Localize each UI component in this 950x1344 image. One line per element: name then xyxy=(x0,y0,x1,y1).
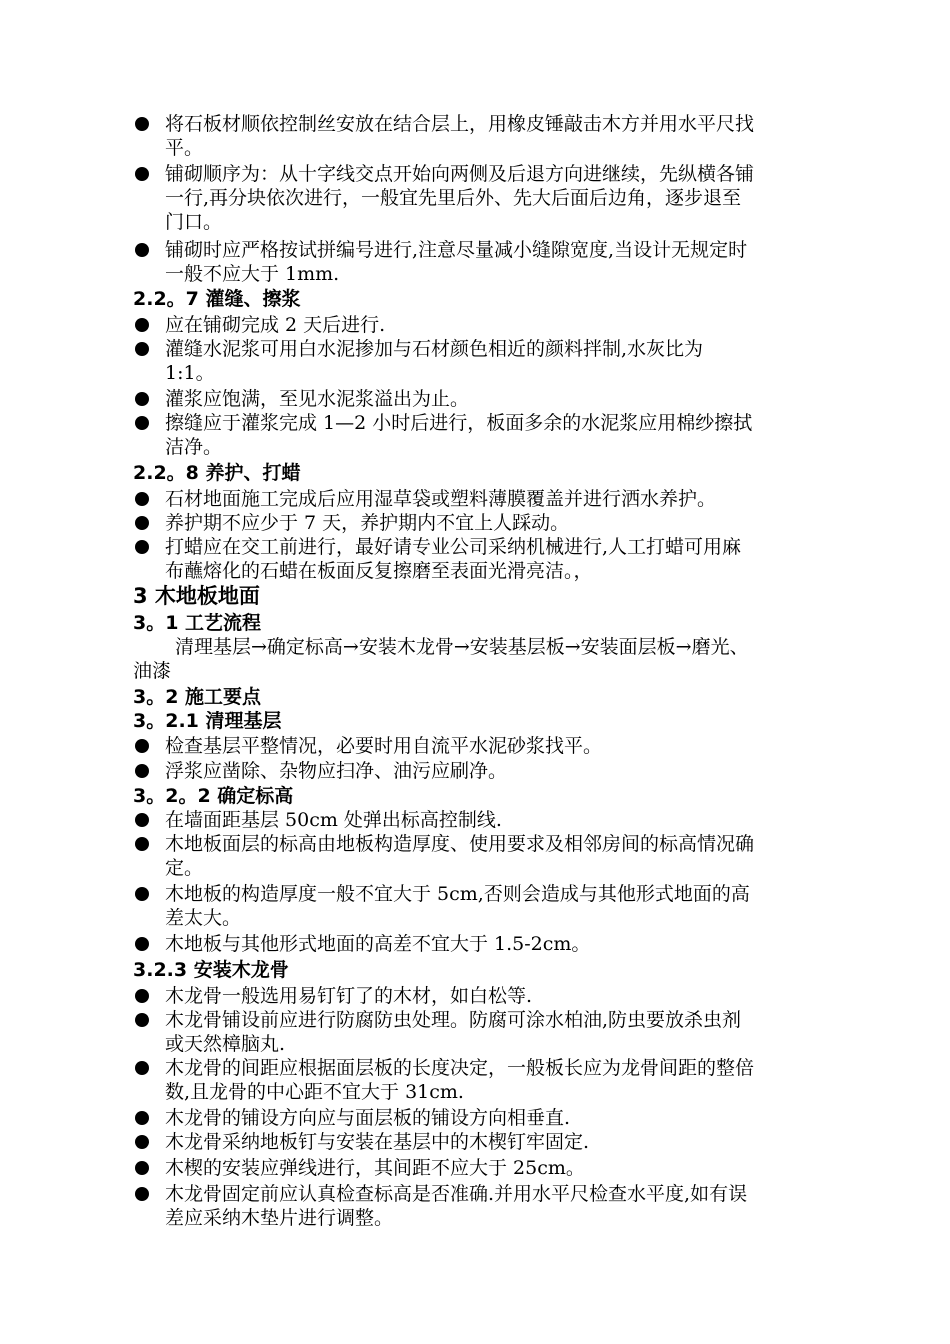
list-item xyxy=(165,1130,865,1154)
list-item-line: 检查基层平整情况，必要时用自流平水泥砂浆找平。 xyxy=(165,735,603,757)
bullet-icon xyxy=(135,1111,149,1125)
list-item-line: 铺砌顺序为：从十字线交点开始向两侧及后退方向进继续，先纵横各铺 xyxy=(165,163,755,185)
list-item-line: 差太大。 xyxy=(165,907,242,929)
list-item-line: 洁净。 xyxy=(165,436,223,458)
bullet-icon xyxy=(135,937,149,951)
list-item xyxy=(165,832,865,880)
list-item-line: 灌缝水泥浆可用白水泥掺加与石材颜色相近的颜料拌制,水灰比为 xyxy=(165,338,704,360)
list-item xyxy=(165,759,865,783)
bullet-icon xyxy=(135,342,149,356)
list-item-line: 木龙骨固定前应认真检查标高是否准确.并用水平尺检查水平度,如有误 xyxy=(165,1183,748,1205)
list-item xyxy=(165,1156,865,1180)
bullet-icon xyxy=(135,117,149,131)
list-item-line: 木龙骨采纳地板钉与安装在基层中的木楔钉牢固定. xyxy=(165,1131,590,1153)
list-item-line: 木地板的构造厚度一般不宜大于 5cm,否则会造成与其他形式地面的高 xyxy=(165,883,750,905)
list-item xyxy=(165,313,865,337)
list-item-line: 一行,再分块依次进行，一般宜先里后外、先大后面后边角，逐步退至 xyxy=(165,187,742,209)
list-item-line: 木地板与其他形式地面的高差不宜大于 1.5-2cm。 xyxy=(165,933,591,955)
paragraph-line: 油漆 xyxy=(133,660,172,682)
list-item-line: 木楔的安装应弹线进行，其间距不应大于 25cm。 xyxy=(165,1157,585,1179)
list-item-line: 定。 xyxy=(165,857,204,879)
bullet-icon xyxy=(135,813,149,827)
list-item xyxy=(165,984,865,1008)
list-item-line: 浮浆应凿除、杂物应扫净、油污应刷净。 xyxy=(165,760,508,782)
list-item-line: 数,且龙骨的中心距不宜大于 31cm. xyxy=(165,1081,464,1103)
bullet-icon xyxy=(135,837,149,851)
list-item xyxy=(165,1008,865,1056)
list-item-line: 擦缝应于灌浆完成 1—2 小时后进行，板面多余的水泥浆应用棉纱擦拭 xyxy=(165,412,753,434)
section-heading: 2.2。8 养护、打蜡 xyxy=(133,462,301,484)
section-heading: 3。2.1 清理基层 xyxy=(133,710,282,732)
list-item-line: 一般不应大于 1mm. xyxy=(165,263,340,285)
list-item-line: 木龙骨铺设前应进行防腐防虫处理。防腐可涂水柏油,防虫要放杀虫剂 xyxy=(165,1009,742,1031)
list-item xyxy=(165,511,865,535)
list-item xyxy=(165,387,865,411)
list-item-line: 将石板材顺依控制丝安放在结合层上，用橡皮锤敲击木方并用水平尺找 xyxy=(165,113,755,135)
section-heading: 2.2。7 灌缝、擦浆 xyxy=(133,288,301,310)
list-item xyxy=(165,162,865,234)
list-item-line: 门口。 xyxy=(165,211,223,233)
bullet-icon xyxy=(135,540,149,554)
list-item xyxy=(165,535,865,583)
bullet-icon xyxy=(135,318,149,332)
section-heading: 3。2 施工要点 xyxy=(133,686,262,708)
bullet-icon xyxy=(135,492,149,506)
bullet-icon xyxy=(135,243,149,257)
bullet-icon xyxy=(135,1135,149,1149)
list-item-line: 应在铺砌完成 2 天后进行. xyxy=(165,314,386,336)
bullet-icon xyxy=(135,739,149,753)
paragraph-line: 清理基层→确定标高→安装木龙骨→安装基层板→安装面层板→磨光、 xyxy=(175,636,749,658)
list-item xyxy=(165,734,865,758)
list-item-line: 木龙骨的间距应根据面层板的长度决定，一般板长应为龙骨间距的整倍 xyxy=(165,1057,755,1079)
list-item-line: 木龙骨一般选用易钉钉了的木材，如白松等. xyxy=(165,985,533,1007)
bullet-icon xyxy=(135,1161,149,1175)
bullet-icon xyxy=(135,416,149,430)
list-item-line: 木地板面层的标高由地板构造厚度、使用要求及相邻房间的标高情况确 xyxy=(165,833,755,855)
list-item-line: 1:1。 xyxy=(165,362,215,384)
bullet-icon xyxy=(135,1061,149,1075)
list-item xyxy=(165,238,865,286)
list-item xyxy=(165,487,865,511)
bullet-icon xyxy=(135,1187,149,1201)
bullet-icon xyxy=(135,989,149,1003)
paragraph xyxy=(133,635,883,683)
list-item-line: 布蘸熔化的石蜡在板面反复擦磨至表面光滑亮洁。， xyxy=(165,560,593,582)
list-item xyxy=(165,1106,865,1130)
section-heading: 3 木地板地面 xyxy=(133,584,260,608)
bullet-icon xyxy=(135,1013,149,1027)
list-item xyxy=(165,808,865,832)
list-item xyxy=(165,932,865,956)
list-item xyxy=(165,1182,865,1230)
list-item-line: 木龙骨的铺设方向应与面层板的铺设方向相垂直. xyxy=(165,1107,571,1129)
list-item xyxy=(165,882,865,930)
bullet-icon xyxy=(135,167,149,181)
list-item-line: 平。 xyxy=(165,137,204,159)
list-item-line: 铺砌时应严格按试拼编号进行,注意尽量减小缝隙宽度,当设计无规定时 xyxy=(165,239,748,261)
list-item-line: 或天然樟脑丸. xyxy=(165,1033,286,1055)
list-item-line: 打蜡应在交工前进行，最好请专业公司采纳机械进行,人工打蜡可用麻 xyxy=(165,536,742,558)
list-item xyxy=(165,337,865,385)
list-item-line: 差应采纳木垫片进行调整。 xyxy=(165,1207,394,1229)
section-heading: 3。2。2 确定标高 xyxy=(133,785,294,807)
list-item-line: 石材地面施工完成后应用湿草袋或塑料薄膜覆盖并进行洒水养护。 xyxy=(165,488,717,510)
bullet-icon xyxy=(135,392,149,406)
section-heading: 3.2.3 安装木龙骨 xyxy=(133,959,289,981)
list-item-line: 灌浆应饱满，至见水泥浆溢出为止。 xyxy=(165,388,470,410)
bullet-icon xyxy=(135,516,149,530)
list-item-line: 在墙面距基层 50cm 处弹出标高控制线. xyxy=(165,809,502,831)
list-item xyxy=(165,1056,865,1104)
list-item xyxy=(165,112,865,160)
list-item xyxy=(165,411,865,459)
section-heading: 3。1 工艺流程 xyxy=(133,612,262,634)
bullet-icon xyxy=(135,887,149,901)
list-item-line: 养护期不应少于 7 天，养护期内不宜上人踩动。 xyxy=(165,512,570,534)
bullet-icon xyxy=(135,764,149,778)
